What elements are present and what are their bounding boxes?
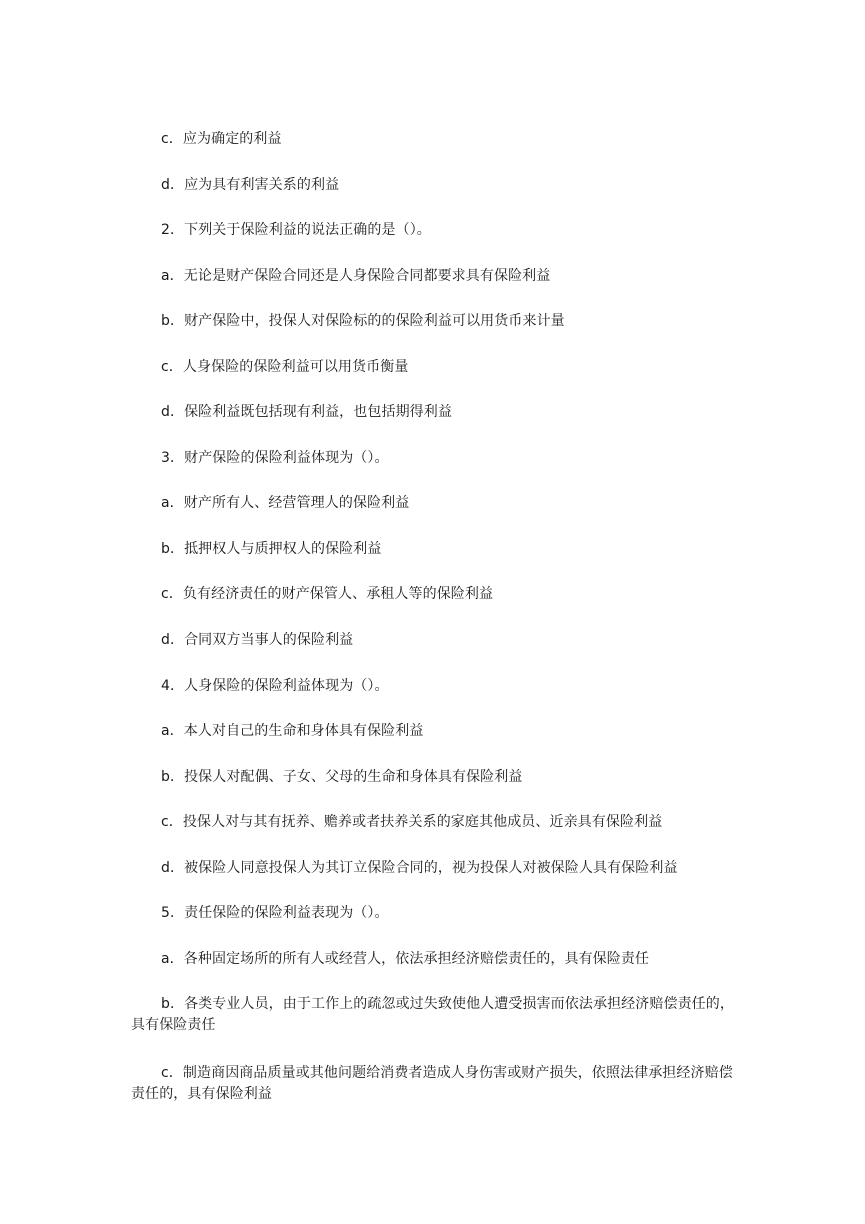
option-d-q4: d．被保险人同意投保人为其订立保险合同的，视为投保人对被保险人具有保险利益 [161, 860, 678, 876]
option-b-q2: b．财产保险中，投保人对保险标的的保险利益可以用货币来计量 [161, 313, 565, 329]
question-4: 4．人身保险的保险利益体现为（）。 [161, 678, 389, 694]
option-a-q2: a．无论是财产保险合同还是人身保险合同都要求具有保险利益 [161, 268, 551, 284]
question-2: 2．下列关于保险利益的说法正确的是（）。 [161, 222, 431, 238]
option-a-q3: a．财产所有人、经营管理人的保险利益 [161, 495, 410, 511]
option-c-q4: c．投保人对与其有抚养、赡养或者扶养关系的家庭其他成员、近亲具有保险利益 [161, 814, 663, 830]
option-c-q2: c．人身保险的保险利益可以用货币衡量 [161, 359, 409, 375]
option-b-q5: b．各类专业人员，由于工作上的疏忽或过失致使他人遭受损害而依法承担经济赔偿责任的，具有保险责任 [131, 996, 734, 1033]
question-5: 5．责任保险的保险利益表现为（）。 [161, 905, 389, 921]
option-c-q5: c．制造商因商品质量或其他问题给消费者造成人身伤害或财产损失，依照法律承担经济赔偿责任的，具有保险利益 [131, 1065, 733, 1102]
option-d-q2: d．保险利益既包括现有利益，也包括期得利益 [161, 404, 452, 420]
option-b-q3: b．抵押权人与质押权人的保险利益 [161, 541, 382, 557]
option-d-q1: d．应为具有利害关系的利益 [161, 177, 340, 193]
option-d-q3: d．合同双方当事人的保险利益 [161, 632, 354, 648]
option-a-q4: a．本人对自己的生命和身体具有保险利益 [161, 723, 424, 739]
question-3: 3．财产保险的保险利益体现为（）。 [161, 450, 389, 466]
option-c-q1: c．应为确定的利益 [161, 131, 282, 147]
option-c-q3: c．负有经济责任的财产保管人、承租人等的保险利益 [161, 586, 494, 602]
option-b-q4: b．投保人对配偶、子女、父母的生命和身体具有保险利益 [161, 769, 523, 785]
option-a-q5: a．各种固定场所的所有人或经营人，依法承担经济赔偿责任的，具有保险责任 [161, 951, 650, 967]
